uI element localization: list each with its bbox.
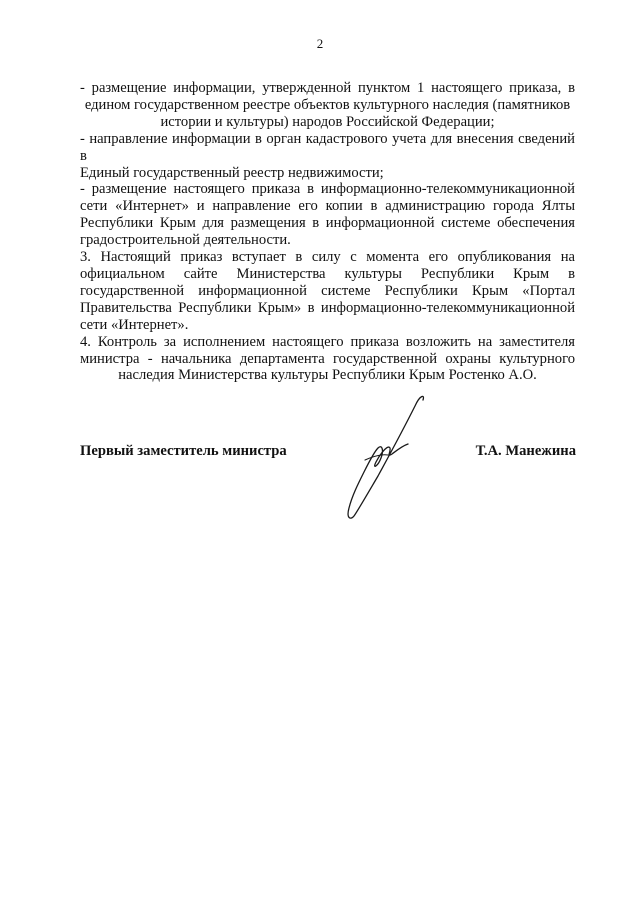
text-line: сети «Интернет». (80, 316, 189, 333)
text-line: Республики Крым для размещения в информационной системе обеспечения (80, 215, 575, 232)
text-line: сети «Интернет» и направление его копии в администрацию города Ялты (80, 198, 575, 215)
handwritten-signature (330, 392, 440, 522)
text-line: - размещение информации, утвержденной пунктом 1 настоящего приказа, в (80, 80, 575, 96)
text-line: градостроительной деятельности. (80, 232, 291, 249)
text-line: - размещение настоящего приказа в информационно-телекоммуникационной (80, 181, 575, 198)
text-line: официальном сайте Министерства культуры Республики Крым в (80, 265, 575, 282)
signatory-position: Первый заместитель министра (80, 443, 287, 459)
text-line: министра - начальника департамента государственной охраны культурного (80, 350, 575, 367)
page-number: 2 (316, 36, 324, 51)
signatory-name: Т.А. Манежина (475, 443, 576, 459)
text-line: Единый государственный реестр недвижимости; (80, 164, 384, 181)
text-line: наследия Министерства культуры Республики Крым Ростенко А.О. (118, 367, 537, 384)
text-line: истории и культуры) народов Российской Федерации; (160, 113, 495, 130)
text-line: 3. Настоящий приказ вступает в силу с момента его опубликования на (80, 249, 575, 266)
text-line: едином государственном реестре объектов культурного наследия (памятников (84, 96, 571, 113)
text-line: - направление информации в орган кадастрового учета для внесения сведений в (80, 130, 575, 164)
text-line: государственной информационной системе Республики Крым «Портал (80, 282, 575, 299)
document-body (80, 80, 575, 384)
text-line: Правительства Республики Крым» в информационно-телекоммуникационной (80, 299, 575, 316)
text-line: 4. Контроль за исполнением настоящего приказа возложить на заместителя (80, 333, 575, 350)
